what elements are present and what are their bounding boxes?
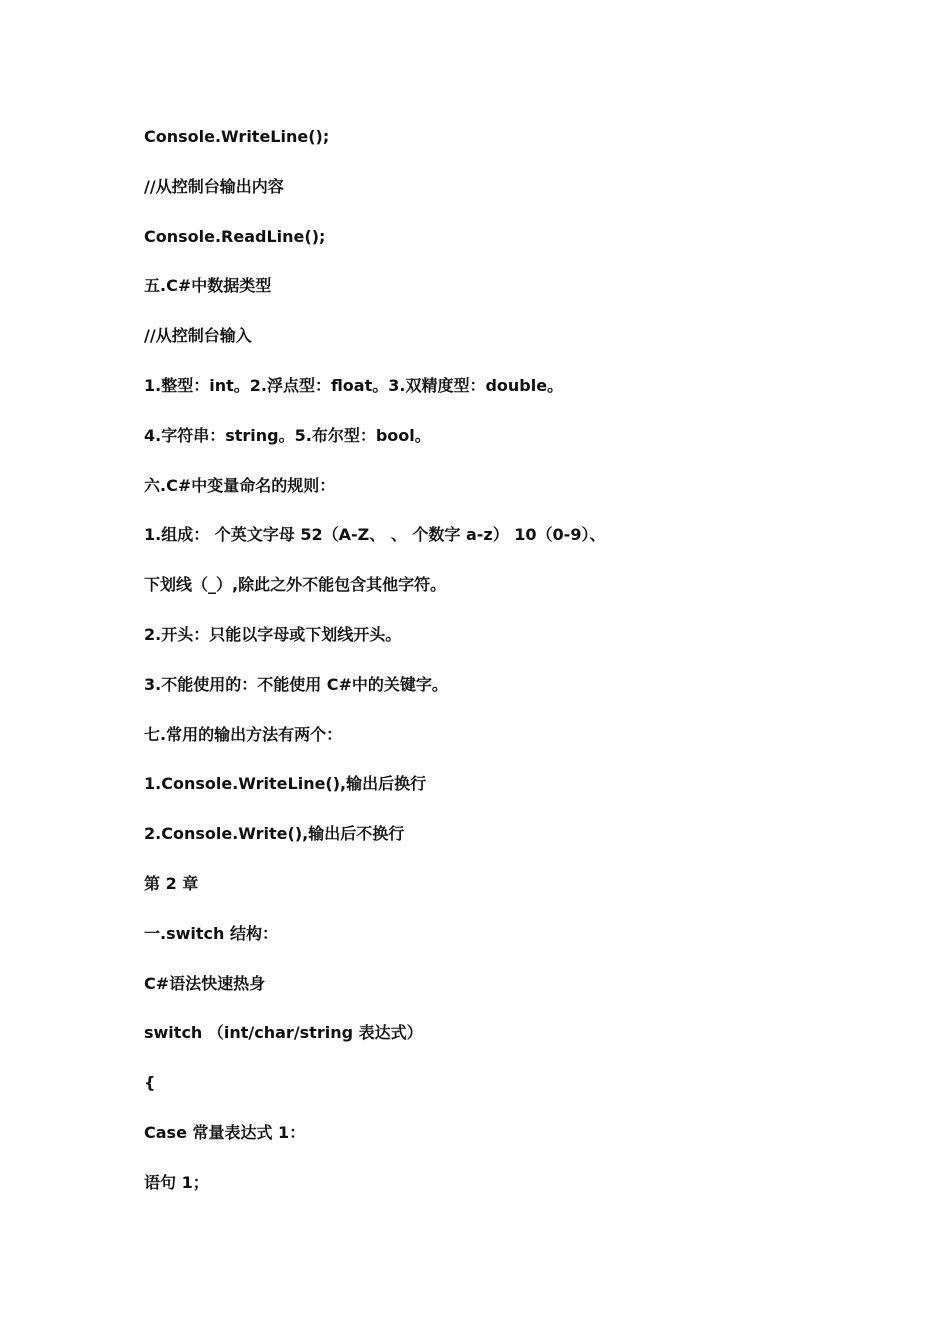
comment-line: //从控制台输入 bbox=[144, 326, 252, 346]
code-line: { bbox=[144, 1073, 156, 1093]
text-line: 1.Console.WriteLine(),输出后换行 bbox=[144, 774, 427, 794]
text-line: 2.开头：只能以字母或下划线开头。 bbox=[144, 624, 402, 644]
text-line: 下划线（_）,除此之外不能包含其他字符。 bbox=[144, 575, 447, 595]
text-line: 4.字符串：string。5.布尔型：bool。 bbox=[144, 425, 431, 445]
section-heading: 五.C#中数据类型 bbox=[144, 276, 272, 296]
code-line: 语句 1； bbox=[144, 1172, 209, 1192]
text-line: Console.WriteLine(); bbox=[144, 127, 330, 146]
section-heading: 六.C#中变量命名的规则： bbox=[144, 475, 336, 495]
comment-line: //从控制台输出内容 bbox=[144, 176, 284, 196]
text-line: 2.Console.Write(),输出后不换行 bbox=[144, 824, 405, 844]
code-line: switch （int/char/string 表达式） bbox=[144, 1023, 423, 1043]
chapter-heading: 第 2 章 bbox=[144, 873, 199, 893]
text-line: Console.ReadLine(); bbox=[144, 226, 326, 246]
document-body bbox=[144, 122, 864, 1218]
text-line: 1.组成： 个英文字母 52（A-Z、 、 个数字 a-z） 10（0-9）、 bbox=[144, 525, 606, 545]
code-line: Case 常量表达式 1： bbox=[144, 1122, 306, 1142]
running-title: C#语法快速热身 bbox=[144, 973, 266, 993]
text-line: 3.不能使用的：不能使用 C#中的关键字。 bbox=[144, 674, 448, 694]
section-heading: 一.switch 结构： bbox=[144, 923, 278, 943]
text-line: 1.整型：int。2.浮点型：float。3.双精度型：double。 bbox=[144, 375, 564, 395]
section-heading: 七.常用的输出方法有两个： bbox=[144, 724, 343, 744]
